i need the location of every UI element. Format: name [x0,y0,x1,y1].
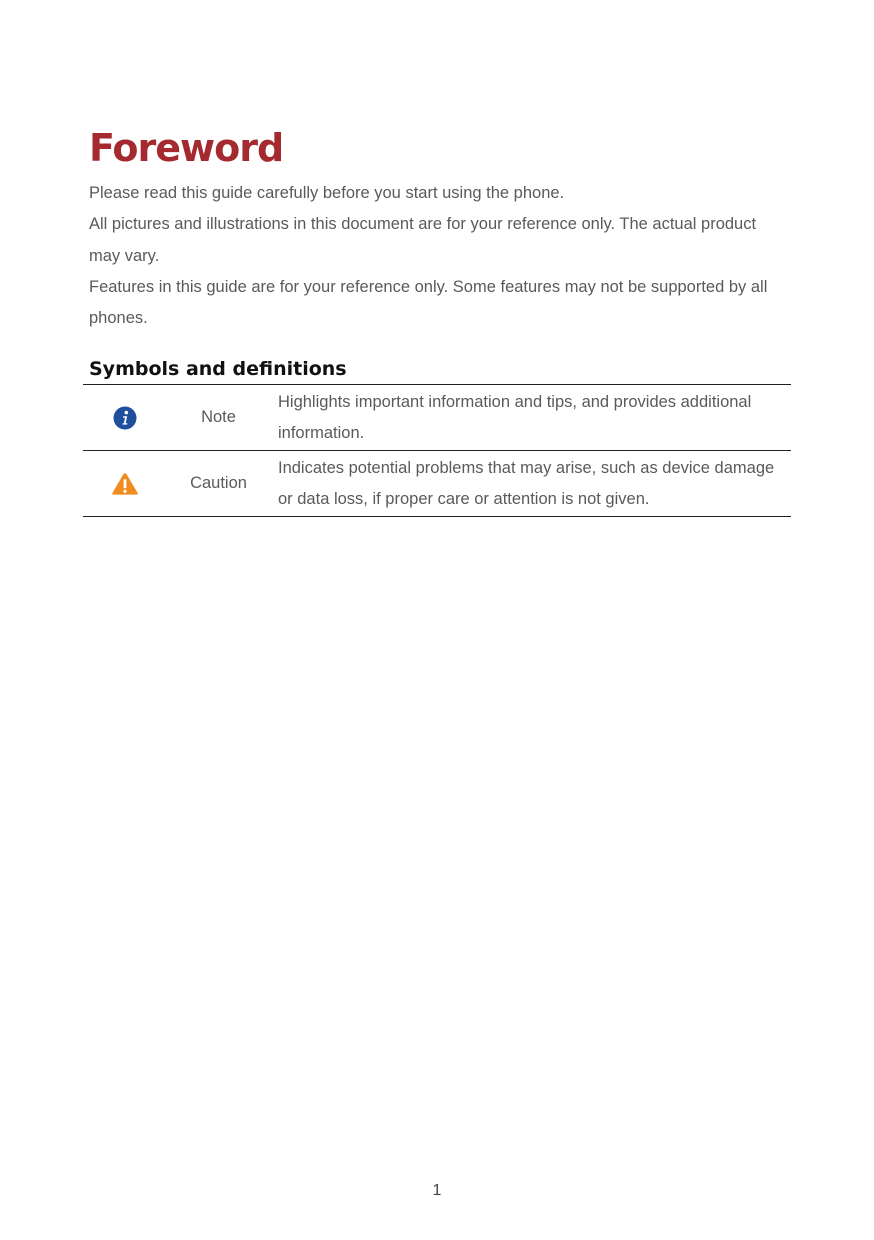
icon-cell [83,385,166,451]
page-title: Foreword [89,126,284,170]
warning-icon [111,474,139,492]
table-row [83,385,791,451]
intro-paragraph: Features in this guide are for your reference only. Some features may not be supported by all phones. [89,277,768,328]
section-heading: Symbols and definitions [89,358,347,380]
symbols-table [83,384,791,517]
table-row [83,451,791,517]
info-icon [113,408,137,426]
symbol-description: Indicates potential problems that may arise, such as device damage or data loss, if proper care or attention is not given. [278,459,775,508]
icon-cell [83,451,166,517]
symbol-label: Note [201,408,236,426]
intro-text [89,178,789,334]
intro-paragraph: Please read this guide carefully before you start using the phone. [89,184,565,202]
symbol-description: Highlights important information and tips, and provides additional information. [278,393,752,442]
symbol-label: Caution [190,474,247,492]
intro-paragraph: All pictures and illustrations in this document are for your reference only. The actual product may vary. [89,215,757,265]
page-number: 1 [432,1182,442,1199]
